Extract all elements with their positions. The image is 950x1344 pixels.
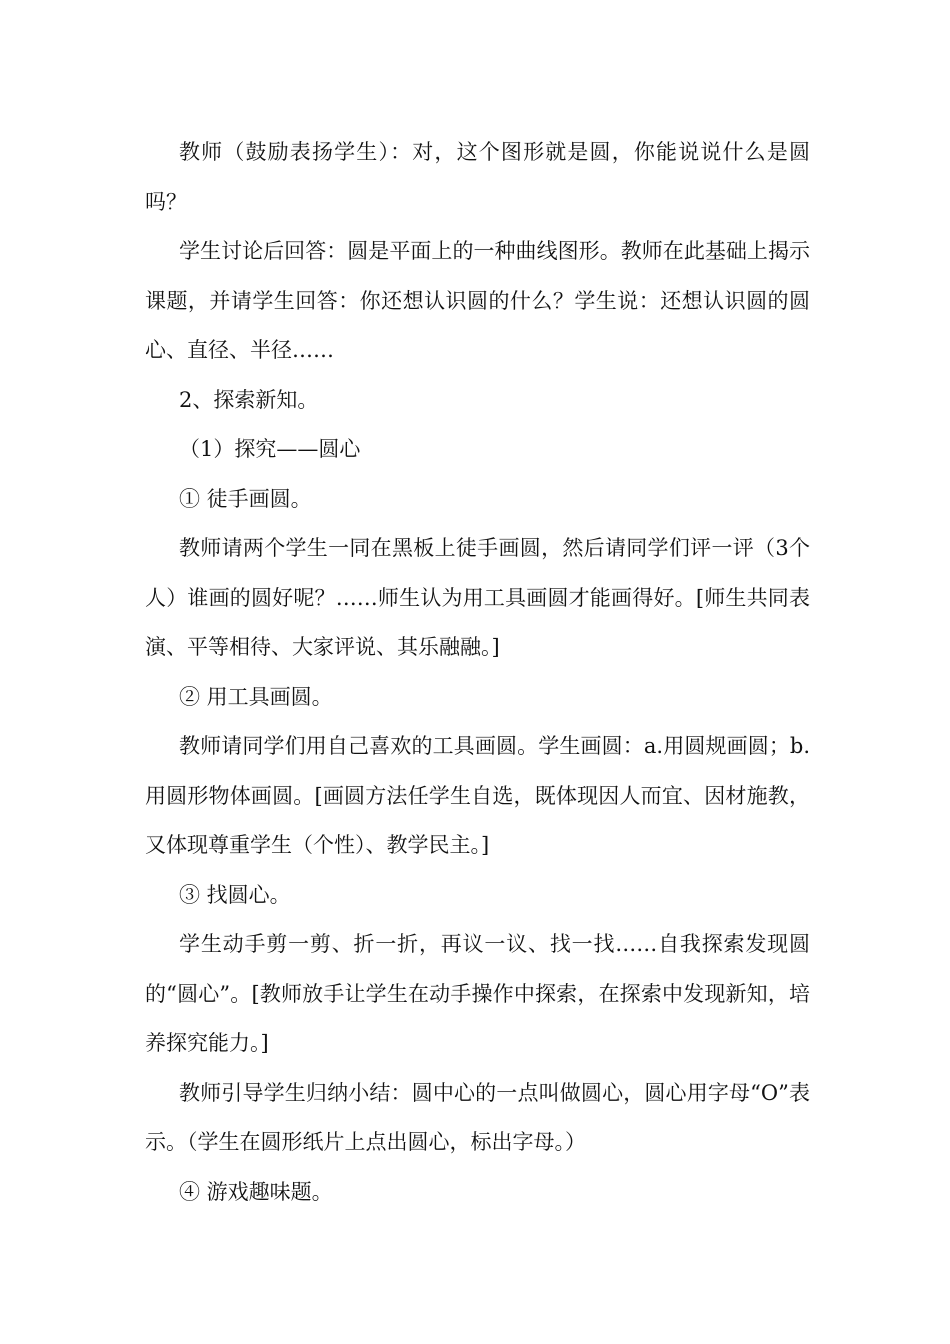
paragraph-freehand-activity: 教师请两个学生一同在黑板上徒手画圆，然后请同学们评一评（3个人）谁画的圆好呢？……师生认为用工具画圆才能画得好。[师生共同表演、平等相待、大家评说、其乐融融。] xyxy=(145,536,810,659)
step-tool-circle: ② 用工具画圆。 xyxy=(179,684,333,709)
step-find-center: ③ 找圆心。 xyxy=(179,882,291,907)
section-heading-explore: 2、探索新知。 xyxy=(179,387,319,412)
paragraph-summary: 教师引导学生归纳小结：圆中心的一点叫做圆心，圆心用字母“O”表示。（学生在圆形纸片上点出圆心，标出字母。） xyxy=(145,1080,810,1154)
paragraph-student-discussion: 学生讨论后回答：圆是平面上的一种曲线图形。教师在此基础上揭示课题，并请学生回答：你还想认识圆的什么？学生说：还想认识圆的圆心、直径、半径…… xyxy=(145,239,810,362)
step-freehand-circle: ① 徒手画圆。 xyxy=(179,486,312,511)
paragraph-teacher-praise: 教师（鼓励表扬学生）：对，这个图形就是圆，你能说说什么是圆吗？ xyxy=(145,140,810,214)
step-game: ④ 游戏趣味题。 xyxy=(179,1179,333,1204)
document-body xyxy=(145,128,810,1217)
paragraph-tool-activity: 教师请同学们用自己喜欢的工具画圆。学生画圆：a.用圆规画圆；b.用圆形物体画圆。[画圆方法任学生自选，既体现因人而宜、因材施教，又体现尊重学生（个性）、教学民主。] xyxy=(145,734,810,857)
paragraph-find-center-activity: 学生动手剪一剪、折一折，再议一议、找一找……自我探索发现圆的“圆心”。[教师放手让学生在动手操作中探索，在探索中发现新知，培养探究能力。] xyxy=(145,932,810,1055)
subsection-heading-center: （1）探究——圆心 xyxy=(179,437,361,461)
